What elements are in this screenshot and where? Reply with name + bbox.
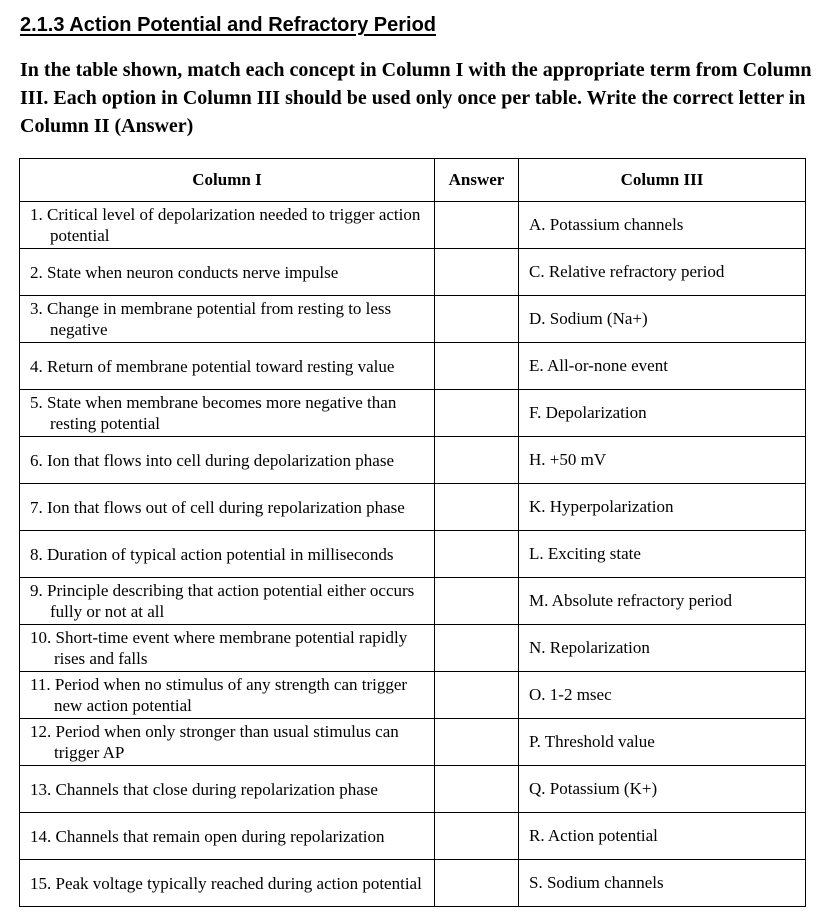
concept-cell xyxy=(20,860,435,907)
concept-text: 4. Return of membrane potential toward resting value xyxy=(30,356,395,376)
answer-cell[interactable] xyxy=(435,296,519,343)
answer-cell[interactable] xyxy=(435,343,519,390)
concept-cell xyxy=(20,202,435,249)
term-cell: A. Potassium channels xyxy=(519,202,806,249)
answer-cell[interactable] xyxy=(435,249,519,296)
term-cell: M. Absolute refractory period xyxy=(519,578,806,625)
concept-cell xyxy=(20,531,435,578)
table-row xyxy=(20,296,806,343)
answer-cell[interactable] xyxy=(435,672,519,719)
concept-text: 9. Principle describing that action potential either occurs fully or not at all xyxy=(30,581,415,621)
answer-cell[interactable] xyxy=(435,484,519,531)
term-cell: F. Depolarization xyxy=(519,390,806,437)
column-iii-header: Column III xyxy=(519,159,806,202)
answer-cell[interactable] xyxy=(435,578,519,625)
answer-column-header: Answer xyxy=(435,159,519,202)
table-row xyxy=(20,625,806,672)
concept-cell xyxy=(20,390,435,437)
table-row xyxy=(20,531,806,578)
answer-cell[interactable] xyxy=(435,390,519,437)
term-cell: H. +50 mV xyxy=(519,437,806,484)
answer-cell[interactable] xyxy=(435,202,519,249)
concept-cell xyxy=(20,343,435,390)
answer-cell[interactable] xyxy=(435,531,519,578)
concept-cell xyxy=(20,296,435,343)
concept-text: 13. Channels that close during repolarization phase xyxy=(30,779,378,799)
concept-cell xyxy=(20,766,435,813)
concept-text: 3. Change in membrane potential from resting to less negative xyxy=(30,299,392,339)
instructions: In the table shown, match each concept in Column I with the appropriate term from Column III. Each option in Column III should be used only once per table. Write the correct letter in Column II (Answer) xyxy=(20,59,812,137)
table-row xyxy=(20,249,806,296)
answer-cell[interactable] xyxy=(435,860,519,907)
term-cell: K. Hyperpolarization xyxy=(519,484,806,531)
concept-text: 11. Period when no stimulus of any strength can trigger new action potential xyxy=(30,675,408,715)
concept-cell xyxy=(20,719,435,766)
table-row xyxy=(20,484,806,531)
term-cell: E. All-or-none event xyxy=(519,343,806,390)
concept-cell xyxy=(20,813,435,860)
concept-text: 1. Critical level of depolarization needed to trigger action potential xyxy=(30,205,421,245)
section-heading: 2.1.3 Action Potential and Refractory Period xyxy=(20,14,437,36)
concept-cell xyxy=(20,672,435,719)
table-row xyxy=(20,437,806,484)
table-row xyxy=(20,766,806,813)
term-cell: N. Repolarization xyxy=(519,625,806,672)
table-row xyxy=(20,390,806,437)
table-row xyxy=(20,343,806,390)
concept-cell xyxy=(20,484,435,531)
term-cell: P. Threshold value xyxy=(519,719,806,766)
answer-cell[interactable] xyxy=(435,437,519,484)
concept-cell xyxy=(20,578,435,625)
column-i-header: Column I xyxy=(20,159,435,202)
concept-text: 5. State when membrane becomes more negative than resting potential xyxy=(30,393,397,433)
answer-cell[interactable] xyxy=(435,719,519,766)
concept-text: 15. Peak voltage typically reached during action potential xyxy=(30,873,422,893)
term-cell: L. Exciting state xyxy=(519,531,806,578)
concept-text: 14. Channels that remain open during repolarization xyxy=(30,826,385,846)
answer-cell[interactable] xyxy=(435,813,519,860)
table-row xyxy=(20,719,806,766)
concept-text: 8. Duration of typical action potential in milliseconds xyxy=(30,544,394,564)
table-row xyxy=(20,202,806,249)
table-row xyxy=(20,578,806,625)
answer-cell[interactable] xyxy=(435,766,519,813)
table-row xyxy=(20,813,806,860)
matching-table xyxy=(19,158,806,907)
term-cell: R. Action potential xyxy=(519,813,806,860)
concept-text: 12. Period when only stronger than usual stimulus can trigger AP xyxy=(30,722,399,762)
concept-text: 2. State when neuron conducts nerve impulse xyxy=(30,262,339,282)
concept-cell xyxy=(20,625,435,672)
table-row xyxy=(20,672,806,719)
table-row xyxy=(20,860,806,907)
concept-text: 6. Ion that flows into cell during depolarization phase xyxy=(30,450,394,470)
term-cell: O. 1-2 msec xyxy=(519,672,806,719)
term-cell: Q. Potassium (K+) xyxy=(519,766,806,813)
answer-cell[interactable] xyxy=(435,625,519,672)
term-cell: C. Relative refractory period xyxy=(519,249,806,296)
term-cell: S. Sodium channels xyxy=(519,860,806,907)
concept-cell xyxy=(20,437,435,484)
term-cell: D. Sodium (Na+) xyxy=(519,296,806,343)
concept-text: 10. Short-time event where membrane potential rapidly rises and falls xyxy=(30,628,408,668)
table-header-row xyxy=(20,159,806,202)
concept-cell xyxy=(20,249,435,296)
concept-text: 7. Ion that flows out of cell during repolarization phase xyxy=(30,497,405,517)
